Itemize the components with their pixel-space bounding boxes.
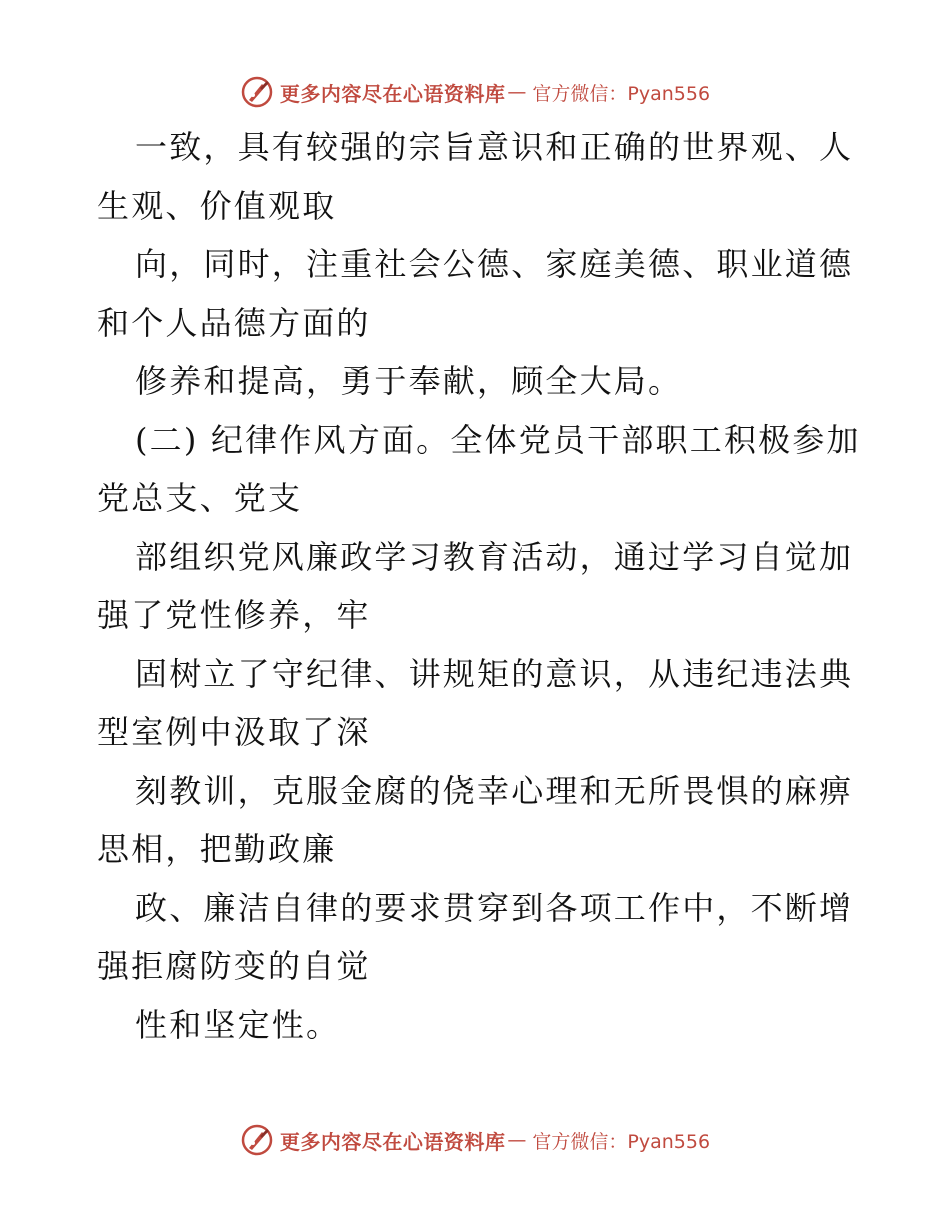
body-text-line: (二) 纪律作风方面。全体党员干部职工积极参加 bbox=[135, 420, 861, 459]
body-text-line: 型室例中汲取了深 bbox=[97, 713, 371, 751]
body-text-line: 向，同时，注重社会公德、家庭美德、职业道德 bbox=[135, 245, 854, 283]
document-body bbox=[97, 118, 861, 1054]
body-text-line: 思相，把勤政廉 bbox=[97, 830, 337, 868]
body-text-line: 生观、价值观取 bbox=[97, 186, 337, 225]
body-text-line: 部组织党风廉政学习教育活动，通过学习自觉加 bbox=[135, 537, 854, 576]
banner-wechat-text: 官方微信：Pyan556 bbox=[532, 1130, 711, 1153]
quill-circle-logo-icon bbox=[240, 1123, 274, 1157]
body-text-line: 刻教训，克服金腐的侥幸心理和无所畏惧的麻痹 bbox=[135, 771, 854, 810]
body-text-line: 强拒腐防变的自觉 bbox=[97, 947, 371, 985]
body-text-line: 固树立了守纪律、讲规矩的意识，从违纪违法典 bbox=[135, 654, 854, 693]
banner-separator: — bbox=[507, 1129, 527, 1151]
quill-circle-logo-icon bbox=[240, 75, 274, 109]
body-text-line: 一致，具有较强的宗旨意识和正确的世界观、人 bbox=[135, 128, 854, 166]
body-text-line: 党总支、党支 bbox=[97, 479, 303, 517]
body-text-line: 和个人品德方面的 bbox=[97, 303, 371, 342]
footer-banner bbox=[0, 1120, 950, 1160]
body-text-line: 修养和提高，勇于奉献，顾全大局。 bbox=[135, 362, 683, 400]
banner-separator: — bbox=[507, 81, 527, 103]
body-text-line: 性和坚定性。 bbox=[135, 1005, 341, 1044]
banner-main-text: 更多内容尽在心语资料库 bbox=[279, 81, 506, 106]
body-text-line: 强了党性修养，牢 bbox=[97, 596, 371, 634]
header-banner bbox=[0, 72, 950, 112]
banner-wechat-text: 官方微信：Pyan556 bbox=[532, 82, 711, 105]
banner-main-text: 更多内容尽在心语资料库 bbox=[279, 1129, 506, 1154]
body-text-line: 政、廉洁自律的要求贯穿到各项工作中，不断增 bbox=[135, 888, 854, 927]
